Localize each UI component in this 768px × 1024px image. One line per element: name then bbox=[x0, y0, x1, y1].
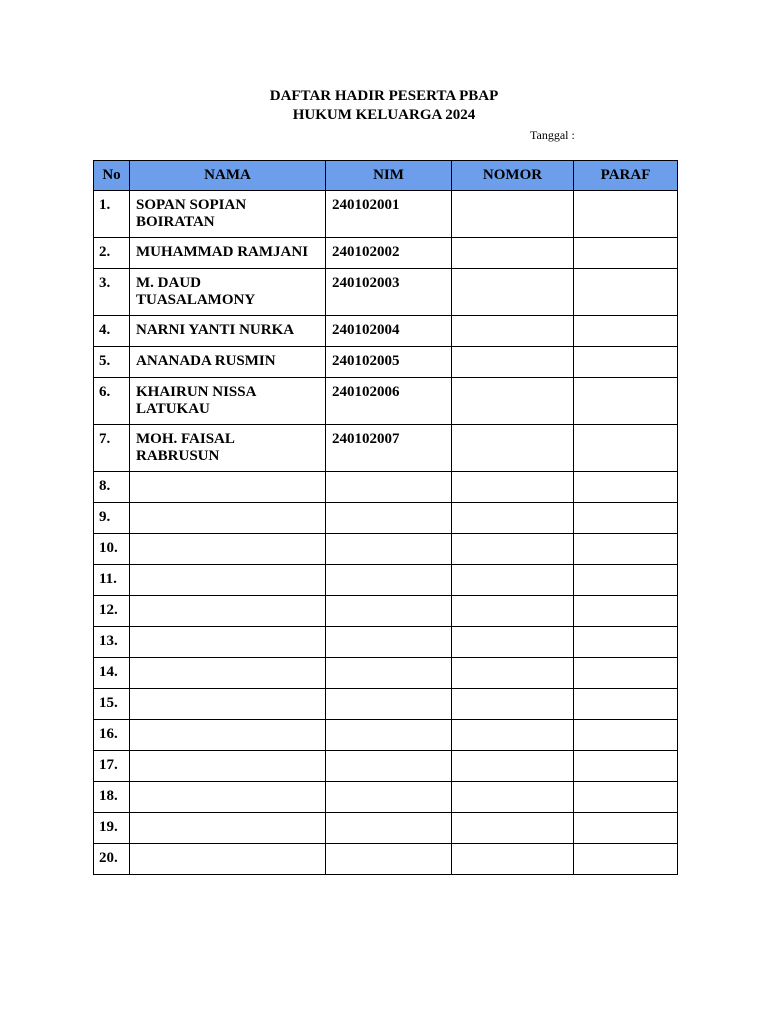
nomor-cell bbox=[452, 813, 574, 844]
nomor-cell bbox=[452, 751, 574, 782]
paraf-cell bbox=[574, 425, 678, 472]
document-subtitle: HUKUM KELUARGA 2024 bbox=[292, 107, 476, 123]
row-number-cell: 17. bbox=[94, 751, 130, 782]
table-row bbox=[94, 813, 678, 844]
nomor-cell bbox=[452, 534, 574, 565]
paraf-cell bbox=[574, 316, 678, 347]
row-number-cell: 1. bbox=[94, 191, 130, 238]
paraf-cell bbox=[574, 658, 678, 689]
table-row bbox=[94, 238, 678, 269]
nim-cell: 240102005 bbox=[326, 347, 452, 378]
name-cell bbox=[130, 844, 326, 875]
table-row bbox=[94, 751, 678, 782]
nim-cell: 240102007 bbox=[326, 425, 452, 472]
table-row bbox=[94, 534, 678, 565]
name-cell: MOH. FAISAL RABRUSUN bbox=[130, 425, 326, 472]
table-row bbox=[94, 844, 678, 875]
row-number-cell: 5. bbox=[94, 347, 130, 378]
paraf-cell bbox=[574, 596, 678, 627]
row-number-cell: 2. bbox=[94, 238, 130, 269]
name-cell bbox=[130, 751, 326, 782]
name-cell bbox=[130, 503, 326, 534]
row-number-cell: 7. bbox=[94, 425, 130, 472]
attendance-table bbox=[93, 160, 678, 875]
table-row bbox=[94, 658, 678, 689]
nim-cell: 240102001 bbox=[326, 191, 452, 238]
name-cell: KHAIRUN NISSA LATUKAU bbox=[130, 378, 326, 425]
nomor-cell bbox=[452, 627, 574, 658]
row-number-cell: 18. bbox=[94, 782, 130, 813]
nomor-cell bbox=[452, 782, 574, 813]
row-number-cell: 6. bbox=[94, 378, 130, 425]
paraf-cell bbox=[574, 503, 678, 534]
table-row bbox=[94, 316, 678, 347]
name-cell: NARNI YANTI NURKA bbox=[130, 316, 326, 347]
name-cell bbox=[130, 565, 326, 596]
paraf-cell bbox=[574, 689, 678, 720]
nomor-cell bbox=[452, 269, 574, 316]
table-row bbox=[94, 565, 678, 596]
nomor-cell bbox=[452, 316, 574, 347]
nomor-cell bbox=[452, 565, 574, 596]
nomor-cell bbox=[452, 844, 574, 875]
name-cell bbox=[130, 689, 326, 720]
row-number-cell: 13. bbox=[94, 627, 130, 658]
nim-cell bbox=[326, 627, 452, 658]
name-cell bbox=[130, 534, 326, 565]
nim-cell bbox=[326, 472, 452, 503]
nim-cell bbox=[326, 503, 452, 534]
row-number-cell: 10. bbox=[94, 534, 130, 565]
nim-cell bbox=[326, 565, 452, 596]
paraf-cell bbox=[574, 238, 678, 269]
nim-cell bbox=[326, 658, 452, 689]
table-row bbox=[94, 269, 678, 316]
nim-cell bbox=[326, 813, 452, 844]
table-row bbox=[94, 596, 678, 627]
paraf-cell bbox=[574, 782, 678, 813]
row-number-cell: 15. bbox=[94, 689, 130, 720]
nim-cell: 240102006 bbox=[326, 378, 452, 425]
row-number-cell: 8. bbox=[94, 472, 130, 503]
column-header-nomor: NOMOR bbox=[452, 161, 574, 191]
row-number-cell: 9. bbox=[94, 503, 130, 534]
nim-cell bbox=[326, 534, 452, 565]
nim-cell bbox=[326, 782, 452, 813]
table-row bbox=[94, 689, 678, 720]
row-number-cell: 19. bbox=[94, 813, 130, 844]
paraf-cell bbox=[574, 347, 678, 378]
row-number-cell: 12. bbox=[94, 596, 130, 627]
name-cell bbox=[130, 782, 326, 813]
column-header-nim: NIM bbox=[326, 161, 452, 191]
table-row bbox=[94, 720, 678, 751]
paraf-cell bbox=[574, 191, 678, 238]
nomor-cell bbox=[452, 658, 574, 689]
row-number-cell: 14. bbox=[94, 658, 130, 689]
nomor-cell bbox=[452, 596, 574, 627]
nim-cell: 240102003 bbox=[326, 269, 452, 316]
nim-cell: 240102004 bbox=[326, 316, 452, 347]
name-cell bbox=[130, 472, 326, 503]
nomor-cell bbox=[452, 503, 574, 534]
name-cell bbox=[130, 658, 326, 689]
table-row bbox=[94, 627, 678, 658]
column-header-nama: NAMA bbox=[130, 161, 326, 191]
nim-cell bbox=[326, 596, 452, 627]
nomor-cell bbox=[452, 472, 574, 503]
table-row bbox=[94, 782, 678, 813]
row-number-cell: 20. bbox=[94, 844, 130, 875]
paraf-cell bbox=[574, 720, 678, 751]
nim-cell: 240102002 bbox=[326, 238, 452, 269]
paraf-cell bbox=[574, 627, 678, 658]
column-header-paraf: PARAF bbox=[574, 161, 678, 191]
nomor-cell bbox=[452, 238, 574, 269]
name-cell: MUHAMMAD RAMJANI bbox=[130, 238, 326, 269]
paraf-cell bbox=[574, 844, 678, 875]
name-cell: M. DAUD TUASALAMONY bbox=[130, 269, 326, 316]
nomor-cell bbox=[452, 347, 574, 378]
nomor-cell bbox=[452, 689, 574, 720]
row-number-cell: 4. bbox=[94, 316, 130, 347]
row-number-cell: 16. bbox=[94, 720, 130, 751]
paraf-cell bbox=[574, 378, 678, 425]
table-row bbox=[94, 472, 678, 503]
nomor-cell bbox=[452, 378, 574, 425]
nim-cell bbox=[326, 720, 452, 751]
paraf-cell bbox=[574, 565, 678, 596]
paraf-cell bbox=[574, 472, 678, 503]
nim-cell bbox=[326, 844, 452, 875]
name-cell: SOPAN SOPIAN BOIRATAN bbox=[130, 191, 326, 238]
document-title: DAFTAR HADIR PESERTA PBAP bbox=[269, 88, 499, 104]
nim-cell bbox=[326, 751, 452, 782]
date-label: Tanggal : bbox=[530, 128, 575, 142]
table-header-row bbox=[94, 161, 678, 191]
table-row bbox=[94, 503, 678, 534]
name-cell bbox=[130, 596, 326, 627]
paraf-cell bbox=[574, 269, 678, 316]
nomor-cell bbox=[452, 720, 574, 751]
nomor-cell bbox=[452, 191, 574, 238]
table-row bbox=[94, 425, 678, 472]
name-cell bbox=[130, 813, 326, 844]
table-row bbox=[94, 347, 678, 378]
column-header-no: No bbox=[94, 161, 130, 191]
name-cell: ANANADA RUSMIN bbox=[130, 347, 326, 378]
name-cell bbox=[130, 627, 326, 658]
table-row bbox=[94, 191, 678, 238]
nim-cell bbox=[326, 689, 452, 720]
row-number-cell: 3. bbox=[94, 269, 130, 316]
row-number-cell: 11. bbox=[94, 565, 130, 596]
table-row bbox=[94, 378, 678, 425]
paraf-cell bbox=[574, 751, 678, 782]
paraf-cell bbox=[574, 813, 678, 844]
paraf-cell bbox=[574, 534, 678, 565]
name-cell bbox=[130, 720, 326, 751]
nomor-cell bbox=[452, 425, 574, 472]
